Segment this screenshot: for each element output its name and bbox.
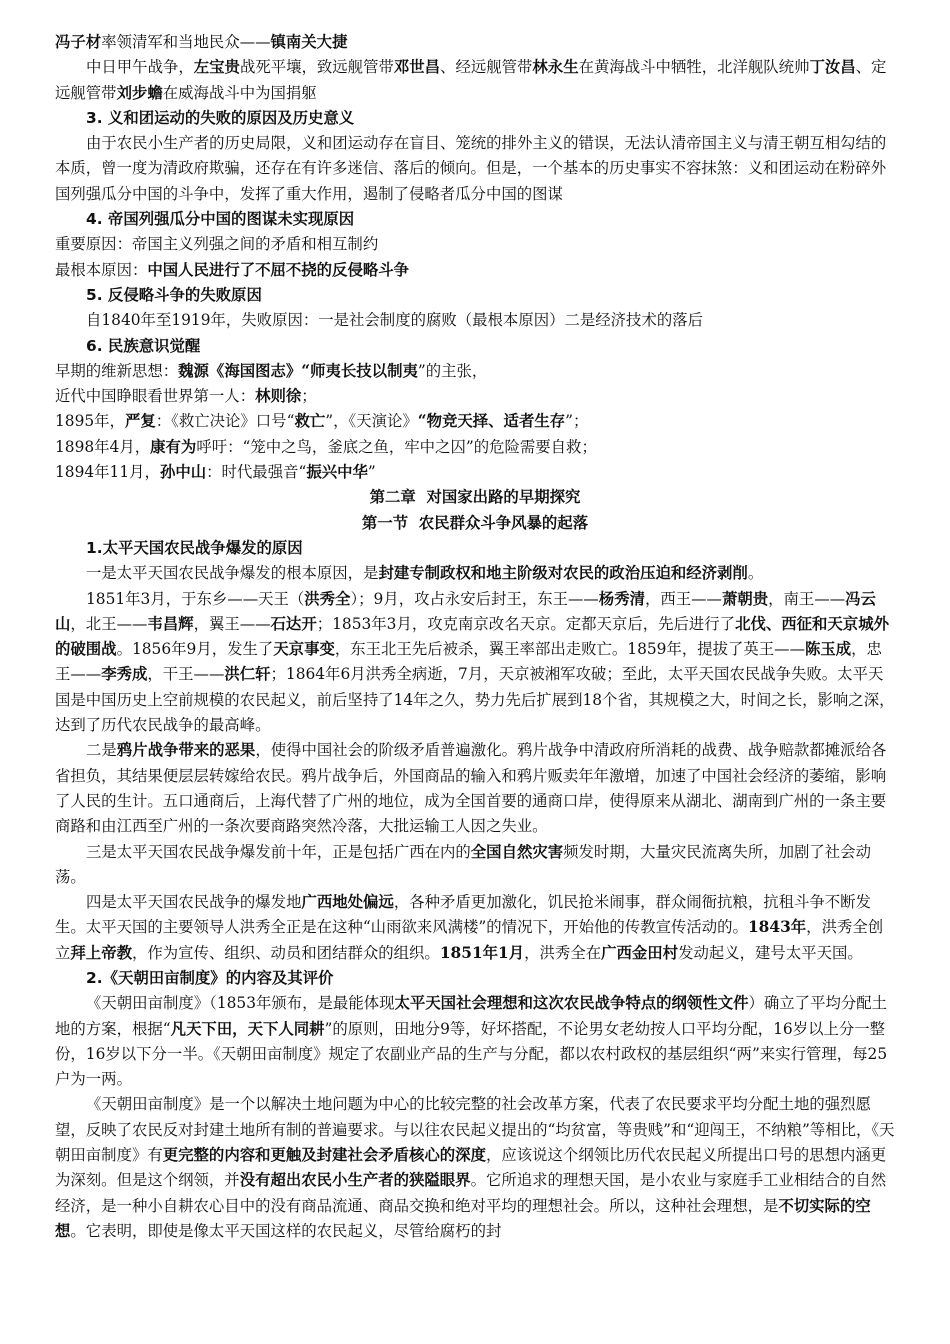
bold-text: 振兴中华	[306, 463, 368, 482]
bold-text: 刘步蟾	[116, 83, 163, 102]
text-run: ，各种矛盾更加激化，饥民抢米闹事，群众闹衙抗粮，抗租斗争不断发生。太平天国的主要领导人洪秀全正是在这种“山雨欲来风满楼”的情况下，开始他的传教宣传活动的。	[55, 893, 871, 937]
text-run: 。它所追求的理想天国，是小农业与家庭手工业相结合的自然经济，是一种小自耕农心目中的没有商品流通、商品交换和绝对平均的理想社会。所以，这种社会理想，是	[55, 1171, 887, 1215]
bold-text: 石达开	[270, 614, 317, 633]
bold-text: 韦昌辉	[147, 614, 194, 633]
text-run: ，洪秀全在	[524, 943, 602, 962]
bold-text: 凡天下田，天下人同耕	[170, 1019, 325, 1038]
bold-text: 鸦片战争带来的恶果	[116, 741, 256, 760]
text-run: 最根本原因：	[55, 260, 148, 279]
text-run: 1894年11月，	[55, 463, 160, 482]
text-run: ，北王——	[70, 614, 148, 633]
text-run: 。1856年9月，发生了	[116, 640, 274, 659]
chapter-title: 第二章 对国家出路的早期探究	[369, 488, 581, 507]
heading-anti-aggression-failure	[55, 283, 895, 308]
paragraph-zhennanguan	[55, 30, 895, 55]
text-run: 在威海战斗中为国捐躯	[162, 83, 317, 102]
bold-text: 没有超出农民小生产者的狭隘眼界	[239, 1171, 471, 1190]
paragraph-guangxi-remote	[55, 890, 895, 966]
text-run: 呼吁：“笼中之鸟，釜底之鱼，牢中之囚”的危险需要自救；	[196, 437, 597, 456]
text-run: 《天朝田亩制度》是一个以解决土地问题为中心的比较完整的社会改革方案，代表了农民要求平均分配土地的强烈愿望，反映了农民反对封建土地所有制的普遍要求。与以往农民起义提出的“均贫富，等贵贱”和“迎闯王，不纳粮”等相比，《天朝田亩制度》有	[55, 1095, 895, 1165]
text-run: 早期的维新思想：	[55, 361, 179, 380]
bold-text: 邓世昌	[393, 58, 441, 77]
text-run: ，东王北王先后被杀，翼王率部出走败亡。1859年，提拔了英王——	[334, 640, 805, 659]
text-run: ，南王——	[768, 589, 846, 608]
paragraph-land-system-evaluation	[55, 1092, 895, 1244]
text-run: ，应该说这个纲领比历代农民起义所提出口号的思想内涵更为深刻。但是这个纲领，并	[55, 1146, 887, 1190]
paragraph-anti-aggression-failure: 自1840年至1919年，失败原因：一是社会制度的腐败（最根本原因）二是经济技术的落后	[86, 311, 704, 330]
heading-text: 义和团运动的失败的原因及历史意义	[107, 108, 355, 127]
text-run: 三是太平天国农民战争爆发前十年，正是包括广西在内的	[86, 842, 471, 861]
bold-text: 更完整的内容和更触及封建社会矛盾核心的深度	[162, 1146, 486, 1165]
paragraph-boxer-failure: 由于农民小生产者的历史局限，义和团运动存在盲目、笼统的排外主义的错误，无法认清帝国主义与清王朝互相勾结的本质，曾一度为清政府欺骗，还存在有许多迷信、落后的倾向。但是，一个基本的历史事实不容抹煞：义和团运动在粉碎外国列强瓜分中国的斗争中，发挥了重大作用，遏制了侵略者瓜分中国的图谋	[55, 134, 887, 203]
bold-text: 北伐、西征和天京城外的破围战	[55, 614, 889, 659]
text-run: 。它表明，即使是像太平天国这样的农民起义，尽管给腐朽的封	[70, 1221, 502, 1240]
text-run: 、定远舰管带	[55, 58, 887, 102]
text-run: ）；9月，攻占永安后封王，东王——	[350, 589, 599, 608]
text-run: ”的主张，	[417, 361, 488, 380]
bold-text: 左宝贵	[193, 58, 240, 77]
text-run: 中日甲午战争，	[86, 58, 194, 77]
bold-text: 1843年	[747, 918, 807, 937]
text-run: 频发时期，大量灾民流离失所，加剧了社会动荡。	[55, 842, 871, 886]
bold-text: 康有为	[150, 437, 197, 456]
bold-text: 拜上帝教	[70, 943, 132, 962]
heading-number: 1.	[86, 538, 103, 557]
text-run: ；1853年3月，攻克南京改名天京。定都天京后，先后进行了	[316, 614, 736, 633]
bold-text: 严复	[124, 412, 156, 431]
text-run: 1851年3月，于东乡——天王（	[86, 589, 305, 608]
heading-boxer-failure	[55, 106, 895, 131]
text-run: 近代中国睁眼看世界第一人：	[55, 387, 256, 406]
text-run: 发动起义，建号太平天国。	[678, 943, 863, 962]
bold-text: 陈玉成	[804, 640, 852, 659]
bold-text: 天京事变	[273, 640, 335, 659]
line-early-reform-thought	[55, 359, 895, 384]
line-kang-youwei	[55, 435, 895, 460]
text-run: 《天朝田亩制度》（1853年颁布，是最能体现	[86, 994, 395, 1013]
text-run: 二是	[86, 741, 117, 760]
bold-text: 冯子材	[55, 33, 102, 51]
bold-text: 救亡	[294, 412, 326, 431]
heading-text: 太平天国农民战争爆发的原因	[102, 538, 303, 557]
heading-text: 《天朝田亩制度》的内容及其评价	[102, 968, 334, 987]
text-run: ，翼王——	[193, 614, 271, 633]
heading-number: 4.	[86, 210, 103, 229]
text-run: ；	[301, 387, 317, 406]
text-run: ；1864年6月洪秀全病逝，7月，天京被湘军攻破；至此，太平天国农民战争失败。太平天国是中国历史上空前规模的农民起义，前后坚持了14年之久，势力先后扩展到18个省，其规模之大，时间之长，影响之深，达到了历代农民战争的最高峰。	[55, 665, 895, 735]
bold-text: 广西金田村	[601, 943, 679, 962]
text-run: ”	[367, 463, 376, 482]
bold-text: 李秀成	[101, 665, 148, 684]
heading-number: 5.	[86, 285, 103, 304]
bold-text: 全国自然灾害	[470, 842, 564, 861]
line-sun-yatsen	[55, 460, 895, 485]
line-lin-zexu	[55, 384, 895, 409]
text-run: ”，《天演论》	[325, 412, 418, 431]
text-run: 一是太平天国农民战争爆发的根本原因，是	[86, 564, 379, 583]
paragraph-opium-war-effect	[55, 738, 895, 839]
paragraph-root-cause	[55, 561, 895, 586]
text-run: ，洪秀全创立	[55, 918, 884, 962]
heading-national-awakening	[55, 334, 895, 359]
bold-text: 太平天国社会理想和这次农民战争特点的纲领性文件	[394, 994, 749, 1013]
text-run: 战死平壤，致远舰管带	[239, 58, 394, 77]
bold-text: “物竞天择、适者生存	[417, 412, 566, 431]
heading-partition-failure	[55, 207, 895, 232]
document-page	[55, 30, 895, 1244]
bold-text: 1851年1月	[439, 943, 525, 962]
bold-text: 洪仁轩	[224, 665, 271, 684]
line-yan-fu	[55, 409, 895, 434]
text-run: 在黄海战斗中牺牲，北洋舰队统帅	[578, 58, 810, 77]
bold-text: 封建专制政权和地主阶级对农民的政治压迫和经济剥削	[378, 564, 748, 583]
text-run: ，西王——	[644, 589, 722, 608]
bold-text: 萧朝贵	[721, 589, 769, 608]
text-run: 。	[747, 564, 764, 583]
paragraph-natural-disasters	[55, 840, 895, 891]
bold-text: 林则徐	[255, 387, 302, 406]
text-run: ”的原则，田地分9等，好坏搭配，不论男女老幼按人口平均分配，16岁以上分一整份，16岁以下分一半。《天朝田亩制度》规定了农副业产品的生产与分配，都以农村政权的基层组织“两”来实行管理，每25户为一两。	[55, 1019, 888, 1089]
line-fundamental-reason	[55, 258, 895, 283]
heading-text: 帝国列强瓜分中国的图谋未实现原因	[107, 210, 355, 229]
bold-text: 杨秀清	[598, 589, 645, 608]
bold-text: 洪秀全	[304, 589, 351, 608]
heading-taiping-causes	[55, 536, 895, 561]
text-run: ”；	[565, 412, 589, 431]
section-title: 第一节 农民群众斗争风暴的起落	[361, 513, 589, 532]
text-run: ，干王——	[147, 665, 225, 684]
bold-text: 魏源《海国图志》“师夷长技以制夷	[178, 361, 418, 380]
text-run: 1898年4月，	[55, 437, 151, 456]
bold-text: 中国人民进行了不屈不挠的反侵略斗争	[147, 260, 410, 279]
text-run: ，作为宣传、组织、动员和团结群众的组织。	[131, 943, 440, 962]
bold-text: 林永生	[532, 58, 579, 77]
bold-text: 丁汝昌	[809, 58, 856, 77]
heading-text: 民族意识觉醒	[107, 336, 201, 355]
text-run: 、经远舰管带	[440, 58, 533, 77]
bold-text: 孙中山	[159, 463, 207, 482]
heading-land-system	[55, 966, 895, 991]
text-run: 1895年，	[55, 412, 125, 431]
bold-text: 镇南关大捷	[270, 33, 348, 51]
bold-text: 广西地处偏远	[301, 893, 394, 912]
bold-text: 冯云山	[55, 589, 876, 633]
text-run: 四是太平天国农民战争的爆发地	[86, 893, 302, 912]
text-run: ，忠王——	[55, 640, 882, 684]
text-run: ，使得中国社会的阶级矛盾普遍激化。鸦片战争中清政府所消耗的战费、战争赔款都摊派给各省担负，其结果便层层转嫁给农民。鸦片战争后，外国商品的输入和鸦片贩卖年年激增，加速了中国社会经济的萎缩，影响了人民的生计。五口通商后，上海代替了广州的地位，成为全国首要的通商口岸，使得原来从湖北、湖南到广州的一条主要商路和由江西至广州的一条次要商路突然冷落，大批运输工人因之失业。	[55, 741, 887, 836]
text-run: 率领清军和当地民众——	[101, 33, 271, 51]
bold-text: 不切实际的空想	[55, 1196, 871, 1240]
heading-text: 反侵略斗争的失败原因	[107, 285, 262, 304]
paragraph-jiawu-war	[55, 55, 895, 106]
line-important-reason: 重要原因：帝国主义列强之间的矛盾和相互制约	[55, 235, 379, 254]
heading-number: 3.	[86, 108, 103, 127]
heading-number: 2.	[86, 968, 103, 987]
text-run: ：《救亡决论》口号“	[155, 412, 295, 431]
text-run: ：时代最强音“	[206, 463, 307, 482]
paragraph-land-system-content	[55, 991, 895, 1092]
text-run: ）确立了平均分配土地的方案，根据“	[55, 994, 888, 1038]
paragraph-taiping-history	[55, 587, 895, 739]
heading-number: 6.	[86, 336, 103, 355]
